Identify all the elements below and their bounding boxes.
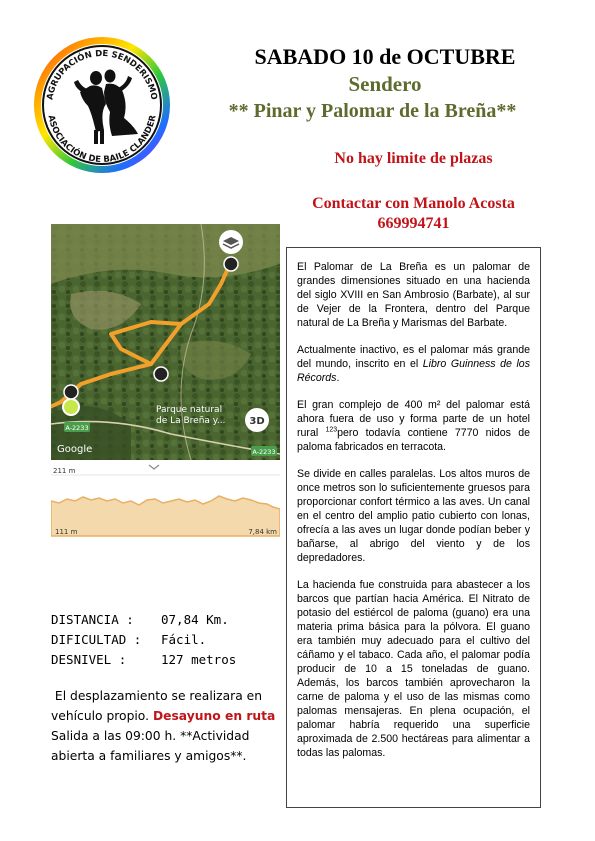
- chevron-down-icon[interactable]: [149, 465, 159, 469]
- elev-distance-label: 7,84 km: [248, 528, 277, 536]
- 3d-view-button[interactable]: [245, 408, 269, 432]
- park-label-2: de La Breña y...: [156, 416, 226, 426]
- waypoint-marker-icon[interactable]: [154, 367, 168, 381]
- contact-phone: 669994741: [377, 215, 450, 232]
- elevation-profile: [51, 463, 280, 542]
- elev-max-label: 211 m: [53, 467, 76, 475]
- guinness-book-title: Libro Guinness de los Récords: [297, 358, 530, 384]
- description-paragraph-5: La hacienda fue construida para abastecer a los barcos que partían hacia América. El Nitrato de potasio del estiércol de paloma (guano) era una materia prima básica para la pólvora. El guano era también muy adecuado para el cultivo del cáñamo y el tabaco. Cada año, el palomar podía producir de 10 a 15 toneladas de guano. Además, los barcos también aprovecharon la carne de paloma y el uso de las mismas como palomas mensajeras. En plena ocupación, el palomar habría requerido una superficie aproximada de 2.500 hectáreas para alimentar a todas las palomas.: [297, 579, 530, 759]
- description-paragraph-4: Se divide en calles paralelas. Los altos muros de once metros son lo suficientemente gruesos para proporcionar confort térmico a las aves. Un canal en el centro del amplio patio cubierto con lonas, ofrecía a las aves un lugar donde podían beber y bañarse, al abrigo del viento y de los depredadores.: [297, 468, 530, 564]
- road-label-right: A-2233: [252, 448, 276, 456]
- elev-min-label: 111 m: [55, 528, 78, 536]
- route-map: [51, 224, 280, 460]
- start-marker-icon[interactable]: [63, 399, 79, 415]
- stat-difficulty: DIFICULTAD : Fácil.: [51, 632, 207, 647]
- description-box: [286, 247, 541, 808]
- event-date: SABADO 10 de OCTUBRE: [254, 44, 516, 69]
- stat-elevation: DESNIVEL : 127 metros: [51, 652, 237, 667]
- logo-text-bottom: ASOCIACIÓN DE BAILE CLANDER: [45, 114, 159, 166]
- route-name: ** Pinar y Palomar de la Breña**: [228, 100, 517, 122]
- contact-name: Contactar con Manolo Acosta: [312, 195, 515, 212]
- trip-transport: El desplazamiento se realizara en vehículo propio.: [51, 689, 262, 723]
- trip-departure: Salida a las 09:00 h. **Actividad abierta a familiares y amigos**.: [51, 729, 250, 763]
- parking-marker-icon[interactable]: [64, 385, 78, 399]
- road-label-left: A-2233: [65, 424, 89, 432]
- stat-distance: DISTANCIA : 07,84 Km.: [51, 612, 229, 627]
- 3d-button-label: 3D: [249, 416, 265, 427]
- description-paragraph-2: Actualmente inactivo, es el palomar más grande del mundo, inscrito en el Libro Guinness de los Récords.: [297, 344, 530, 384]
- logo-text-top: AGRUPACIÓN DE SENDERISMO: [45, 48, 159, 101]
- route-stats: [51, 610, 236, 670]
- layers-button[interactable]: [219, 230, 243, 254]
- trip-breakfast: Desayuno en ruta: [152, 709, 276, 723]
- association-logo: [30, 34, 174, 176]
- footnote-ref: 123: [325, 426, 338, 434]
- no-limit-notice: No hay limite de plazas: [334, 150, 493, 167]
- description-paragraph-1: El Palomar de La Breña es un palomar de grandes dimensiones situado en una hacienda del siglo XVIII en San Ambrosio (Barbate), al sur de Vejer de la Frontera, dentro del Parque natural de La Breña y Marismas del Barbate.: [297, 261, 530, 329]
- photo-marker-icon[interactable]: [224, 257, 238, 271]
- google-label: Google: [57, 444, 93, 455]
- activity-type: Sendero: [348, 72, 422, 96]
- trip-info: [51, 686, 281, 766]
- contact-info: [286, 194, 541, 234]
- park-label-1: Parque natural: [156, 405, 223, 415]
- description-paragraph-3: El gran complejo de 400 m² del palomar está ahora fuera de uso y forma parte de un hotel rural $^{123}$pero todavía contiene 7770 nidos de paloma fabricados en terracota.: [297, 399, 530, 453]
